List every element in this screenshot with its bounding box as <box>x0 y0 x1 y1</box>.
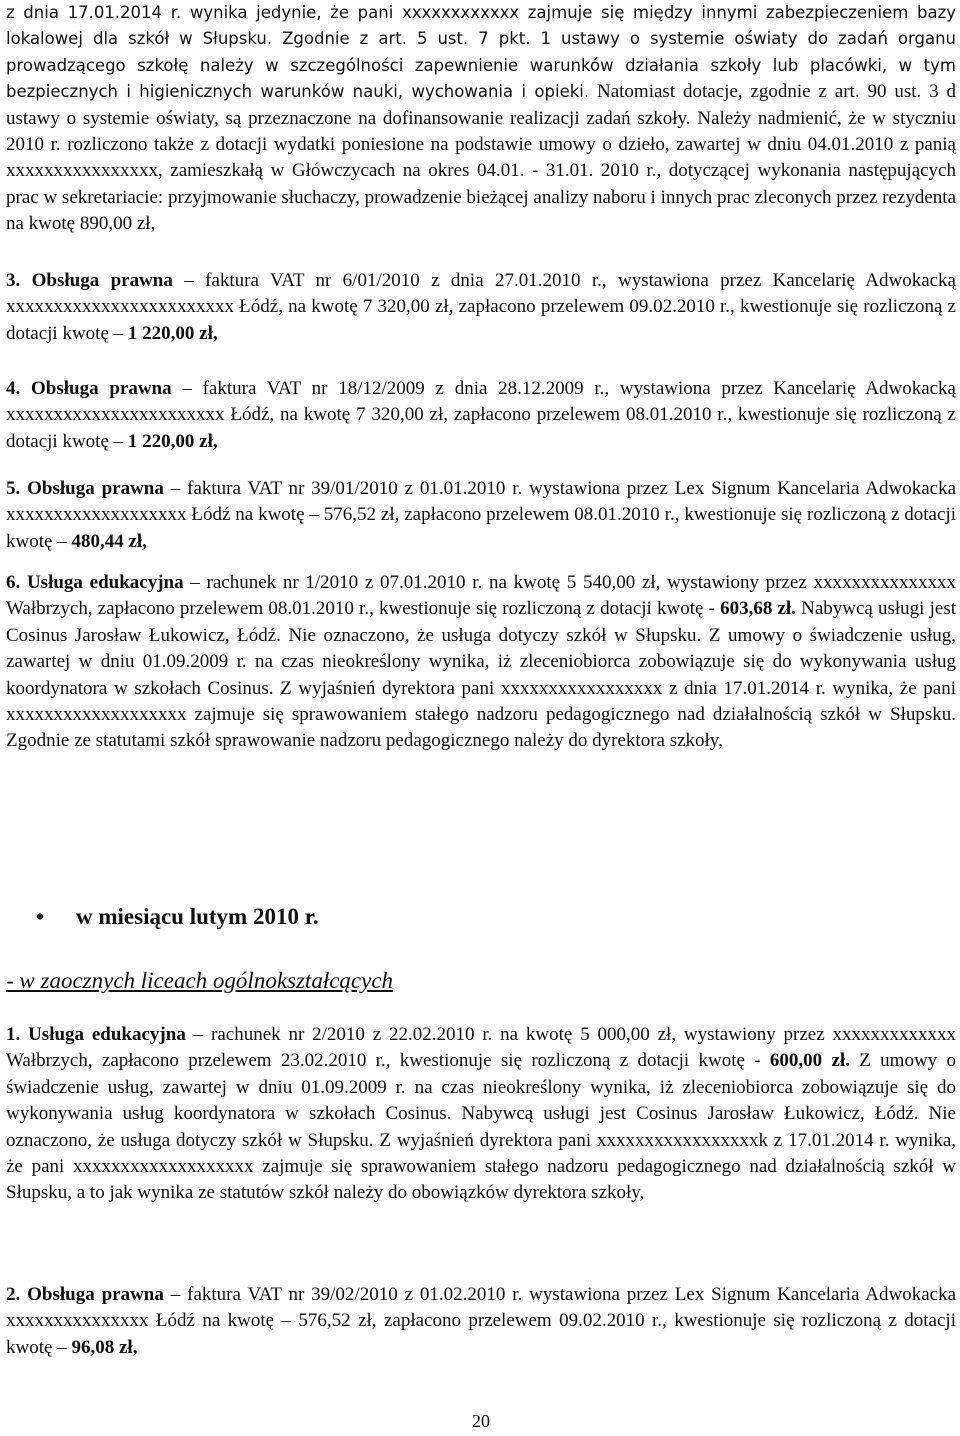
intro-serif-text: Natomiast dotacje, zgodnie z art. 90 ust. 3 d ustawy o systemie oświaty, są przeznaczone na dofinansowanie realizacji zadań szkoły. Należy nadmienić, że w styczniu 2010 r. rozliczono także z dotacji wydatki poniesione na podstawie umowy o dzieło, zawartej w dniu 04.01.2010 z panią xxxxxxxxxxxxxxxx, zamieszkałą w Główczycach na okres 04.01. - 31.01. 2010 r., dotyczącej wykonania następujących prac w sekretariacie: przyjmowanie słuchaczy, prowadzenie bieżącej analizy naboru i innych prac zleconych przez rezydenta na kwotę 890,00 zł, <box>6 81 956 235</box>
item-amount: 1 220,00 zł, <box>127 322 218 344</box>
intro-paragraph <box>6 0 956 238</box>
item-amount: 1 220,00 zł, <box>127 430 218 452</box>
item-title: 2. Obsługa prawna <box>6 1284 164 1305</box>
intro-sans-text: z dnia 17.01.2014 r. wynika jedynie, że pani xxxxxxxxxxxx zajmuje się między innymi zabezpieczeniem bazy lokalowej dla szkół w Słupsku. Zgodnie z art. 5 ust. 7 pkt. 1 ustawy o systemie oświaty do zadań organu prowadzącego szkołę należy w szczególności zapewnienie warunków działania szkoły lub placówki, w tym bezpiecznych i higienicznych warunków nauki, wychowania i opieki. <box>6 3 956 102</box>
item-paragraph <box>6 268 956 347</box>
item-paragraph <box>6 476 956 555</box>
item-text: – faktura VAT nr 18/12/2009 z dnia 28.12.2009 r., wystawiona przez Kancelarię Adwokacką xxxxxxxxxxxxxxxxxxxxxxx Łódź, na kwotę 7 320,00 zł, zapłacono przelewem 08.01.2010 r., kwestionuje się rozliczoną z dotacji kwotę – <box>6 378 956 452</box>
item-tail: Nabywcą usługi jest Cosinus Jarosław Łukowicz, Łódź. Nie oznaczono, że usługa dotyczy szkół w Słupsku. Z umowy o świadczenie usług, zawartej w dniu 01.09.2009 r. na czas nieokreślony wynika, iż zleceniobiorca zobowiązuje się do wykonywania usług koordynatora w szkołach Cosinus. Z wyjaśnień dyrektora pani xxxxxxxxxxxxxxxxx z dnia 17.01.2014 r. wynika, że pani xxxxxxxxxxxxxxxxxxx zajmuje się sprawowaniem stałego nadzoru pedagogicznego nad działalnością szkół w Słupsku. Zgodnie ze statutami szkół sprawowanie nadzoru pedagogicznego należy do dyrektora szkoły, <box>6 598 956 752</box>
item-paragraph <box>6 1022 956 1207</box>
item-title: 3. Obsługa prawna <box>6 270 173 291</box>
item-amount: 600,00 zł. <box>769 1050 850 1072</box>
item-text: – faktura VAT nr 39/01/2010 z 01.01.2010 r. wystawiona przez Lex Signum Kancelaria Adwokacka xxxxxxxxxxxxxxxxxxx Łódź na kwotę – 576,52 zł, zapłacono przelewem 08.01.2010 r., kwestionuje się rozliczoną z dotacji kwotę – <box>6 478 957 552</box>
month-bullet <box>36 902 319 932</box>
item-text: – faktura VAT nr 39/02/2010 z 01.02.2010 r. wystawiona przez Lex Signum Kancelaria Adwokacka xxxxxxxxxxxxxxx Łódź na kwotę – 576,52 zł, zapłacono przelewem 09.02.2010 r., kwestionuje się rozliczoną z dotacji kwotę – <box>6 1284 957 1358</box>
item-amount: 96,08 zł, <box>71 1336 138 1358</box>
bullet-icon: • <box>36 904 45 929</box>
month-heading: w miesiącu lutym 2010 r. <box>76 904 319 929</box>
item-title: 4. Obsługa prawna <box>6 378 172 399</box>
item-paragraph <box>6 376 956 455</box>
document-page <box>6 0 956 1436</box>
item-text: – faktura VAT nr 6/01/2010 z dnia 27.01.2010 r., wystawiona przez Kancelarię Adwokacką xxxxxxxxxxxxxxxxxxxxxxxx Łódź, na kwotę 7 320,00 zł, zapłacono przelewem 09.02.2010 r., kwestionuje się rozliczoną z dotacji kwotę – <box>6 270 956 344</box>
item-amount: 603,68 zł. <box>720 598 796 620</box>
item-paragraph <box>6 1282 956 1361</box>
item-paragraph <box>6 570 956 755</box>
page-number: 20 <box>472 1411 490 1431</box>
section-heading: - w zaocznych liceach ogólnokształcących <box>6 968 394 993</box>
item-amount: 480,44 zł, <box>71 530 147 552</box>
item-title: 5. Obsługa prawna <box>6 478 164 499</box>
item-tail: Z umowy o świadczenie usług, zawartej w dniu 01.09.2009 r. na czas nieokreślony wynika, iż zleceniobiorca zobowiązuje się do wykonywania usług koordynatora w szkołach Cosinus. Nabywcą usługi jest Cosinus Jarosław Łukowicz, Łódź. Nie oznaczono, że usługa dotyczy szkół w Słupsku. Z wyjaśnień dyrektora pani xxxxxxxxxxxxxxxxxk z 17.01.2014 r. wynika, że pani xxxxxxxxxxxxxxxxxxx zajmuje się sprawowaniem stałego nadzoru pedagogicznego nad działalnością szkół w Słupsku, a to jak wynika ze statutów szkół należy do obowiązków dyrektora szkoły, <box>6 1050 956 1204</box>
item-title: 1. Usługa edukacyjna <box>6 1024 186 1045</box>
item-title: 6. Usługa edukacyjna <box>6 572 184 593</box>
item-text: – rachunek nr 2/2010 z 22.02.2010 r. na kwotę 5 000,00 zł, wystawiony przez xxxxxxxxxxxxx Wałbrzych, zapłacono przelewem 23.02.2010 r., kwestionuje się rozliczoną z dotacji kwotę - <box>6 1024 957 1072</box>
item-text: – rachunek nr 1/2010 z 07.01.2010 r. na kwotę 5 540,00 zł, wystawiony przez xxxxxxxxxxxxxxx Wałbrzych, zapłacono przelewem 08.01.2010 r., kwestionuje się rozliczoną z dotacji kwotę - <box>6 572 957 620</box>
